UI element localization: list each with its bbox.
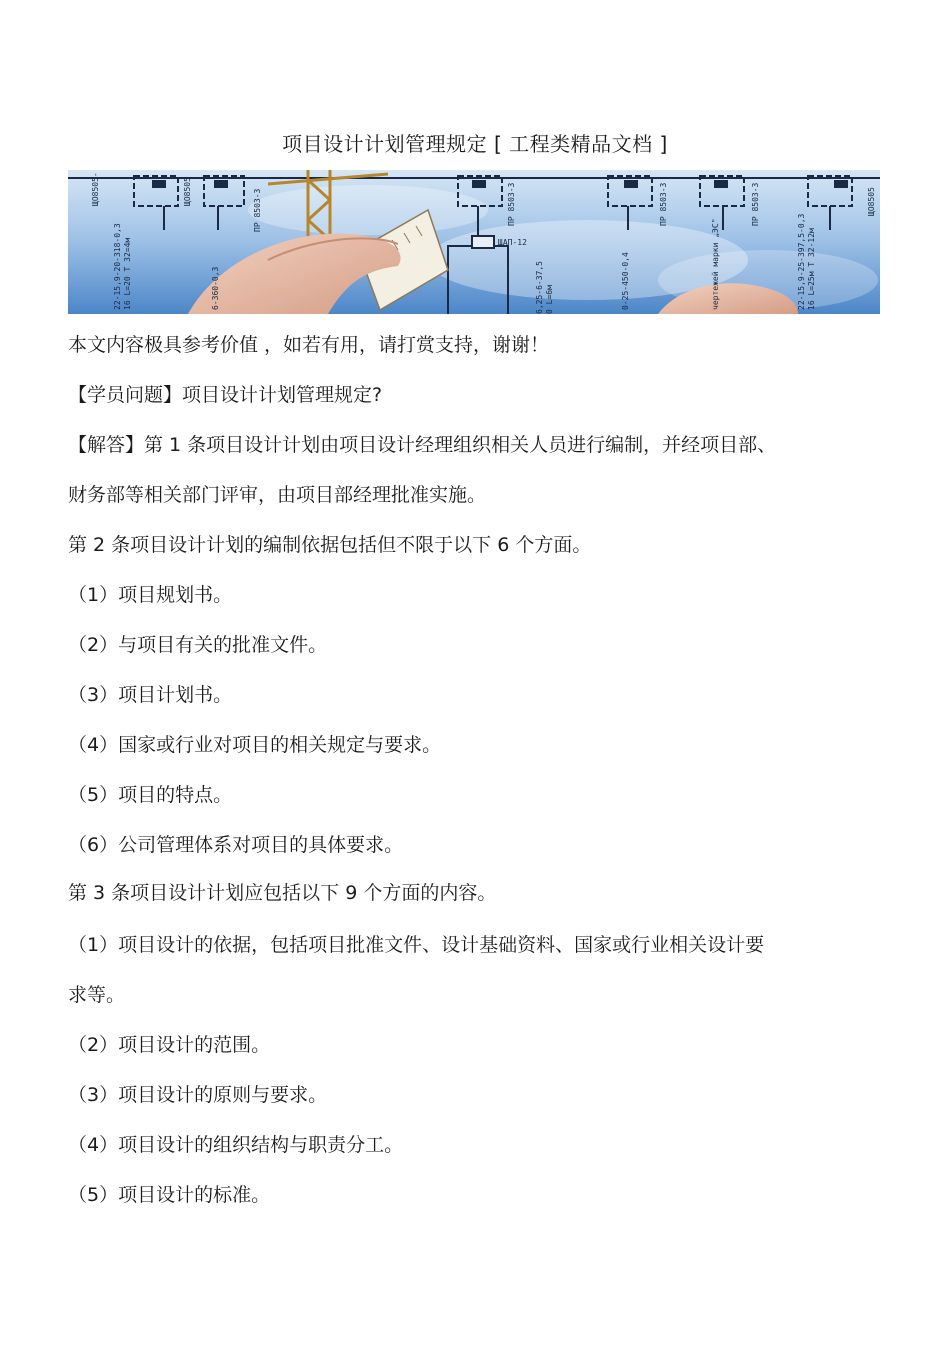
banner-label-8: 22-15,9-25-397,5-0,3 [797,213,806,310]
list-item: （4）国家或行业对项目的相关规定与要求。 [68,734,442,756]
article-2-heading: 第 2 条项目设计计划的编制依据包括但不限于以下 6 个方面。 [68,534,592,556]
document-title: 项目设计计划管理规定 [ 工程类精品文档 ] [282,132,668,156]
banner-label-6: 0-25-450-0,4 [621,252,630,310]
list-item: （2）项目设计的范围。 [68,1034,271,1056]
list-item-continuation: 求等。 [68,984,126,1006]
list-item: （1）项目规划书。 [68,584,233,606]
list-item: （1）项目设计的依据，包括项目批准文件、设计基础资料、国家或行业相关设计要 [68,934,765,956]
banner-code-7: ЩО8505 [867,187,876,216]
banner-code-4: ПР 8503-3 [507,182,516,226]
banner-label-5: 0 L=6м [545,285,554,314]
banner-label-3: 6-360-0,3 [211,266,220,310]
banner-image [68,170,880,314]
intro-line: 本文内容极具参考价值 ，如若有用，请打赏支持，谢谢！ [68,334,550,356]
answer-continuation: 财务部等相关部门评审，由项目部经理批准实施。 [68,484,487,506]
list-item: （2）与项目有关的批准文件。 [68,634,328,656]
list-item: （5）项目的特点。 [68,784,233,806]
banner-code-3: ПР 8503-3 [253,188,262,232]
list-item: （5）项目设计的标准。 [68,1184,271,1206]
banner-label-4: 6,25-6-37,5 [535,261,544,314]
banner-code-8: ЩАП-12 [498,238,527,247]
banner-code-6: ПР 8503-3 [751,182,760,226]
list-item: （4）项目设计的组织结构与职责分工。 [68,1134,404,1156]
list-item: （3）项目设计的原则与要求。 [68,1084,328,1106]
banner-label-9: 16 L=25м T 32-12м [807,228,816,310]
banner-code-5: ПР 8503-3 [659,182,668,226]
list-item: （3）项目计划书。 [68,684,233,706]
banner-code-1: ЩО8505- [91,172,100,206]
banner-label-7: чертежей марки „ЭС" [711,218,720,310]
banner-label-1: 22-15,9-20-318-0,3 [113,223,122,310]
banner-label-2: 16 L=20 T 32=4м [123,237,132,310]
banner-illustration [68,170,880,314]
answer-line: 【解答】第 1 条项目设计计划由项目设计经理组织相关人员进行编制，并经项目部、 [68,434,777,456]
banner-code-2: ЩО8505 [183,177,192,206]
article-3-heading: 第 3 条项目设计计划应包括以下 9 个方面的内容。 [68,882,497,904]
question-line: 【学员问题】项目设计计划管理规定? [68,384,383,406]
list-item: （6）公司管理体系对项目的具体要求。 [68,834,404,856]
